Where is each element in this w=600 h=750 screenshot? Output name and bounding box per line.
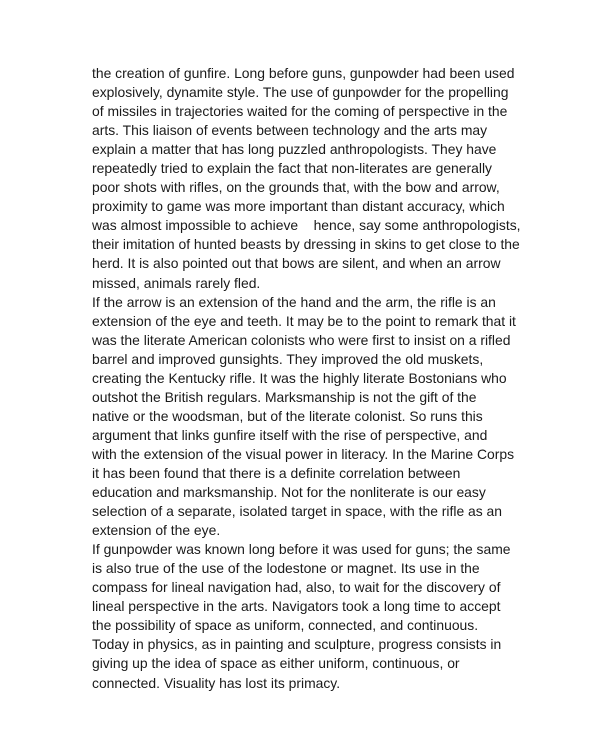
text-line: missed, animals rarely fled. [92,274,261,291]
text-line: selection of a separate, isolated target in space, with the rifle as an [92,503,503,520]
text-line: repeatedly tried to explain the fact that non-literates are generally [92,160,492,177]
text-line: barrel and improved gunsights. They improved the old muskets, [92,350,484,367]
text-line: the possibility of space as uniform, connected, and continuous. [92,617,479,634]
text-line: proximity to game was more important than distant accuracy, which [92,198,505,215]
text-line: it has been found that there is a definite correlation between [92,464,461,481]
text-line: lineal perspective in the arts. Navigators took a long time to accept [92,598,501,615]
text-line: argument that links gunfire itself with the rise of perspective, and [92,426,488,443]
text-line: creating the Kentucky rifle. It was the highly literate Bostonians who [92,369,507,386]
paragraph-1 [92,64,532,293]
paragraph-3 [92,540,532,692]
text-line: Today in physics, as in painting and sculpture, progress consists in [92,636,502,653]
text-line: was almost impossible to achieve hence, say some anthropologists, [92,217,521,234]
text-line: explosively, dynamite style. The use of gunpowder for the propelling [92,84,509,101]
text-line: with the extension of the visual power in literacy. In the Marine Corps [92,445,515,462]
text-line: extension of the eye. [92,522,221,539]
text-line: outshot the British regulars. Marksmanship is not the gift of the [92,388,477,405]
text-line: giving up the idea of space as either uniform, continuous, or [92,655,460,672]
text-line: If gunpowder was known long before it was used for guns; the same [92,541,511,558]
text-line: connected. Visuality has lost its primacy. [92,674,341,691]
text-line: native or the woodsman, but of the literate colonist. So runs this [92,407,483,424]
text-line: herd. It is also pointed out that bows are silent, and when an arrow [92,255,501,272]
text-line: explain a matter that has long puzzled anthropologists. They have [92,141,497,158]
document-page [92,64,532,693]
text-line: their imitation of hunted beasts by dressing in skins to get close to the [92,236,520,253]
text-line: was the literate American colonists who were first to insist on a rifled [92,331,511,348]
text-line: of missiles in trajectories waited for the coming of perspective in the [92,103,508,120]
text-line: the creation of gunfire. Long before guns, gunpowder had been used [92,65,515,81]
text-line: If the arrow is an extension of the hand and the arm, the rifle is an [92,293,496,310]
text-line: poor shots with rifles, on the grounds that, with the bow and arrow, [92,179,500,196]
text-line: extension of the eye and teeth. It may be to the point to remark that it [92,312,516,329]
text-line: is also true of the use of the lodestone or magnet. Its use in the [92,560,480,577]
paragraph-2 [92,293,532,541]
text-line: compass for lineal navigation had, also, to wait for the discovery of [92,579,501,596]
text-line: education and marksmanship. Not for the nonliterate is our easy [92,484,486,501]
text-line: arts. This liaison of events between technology and the arts may [92,122,488,139]
